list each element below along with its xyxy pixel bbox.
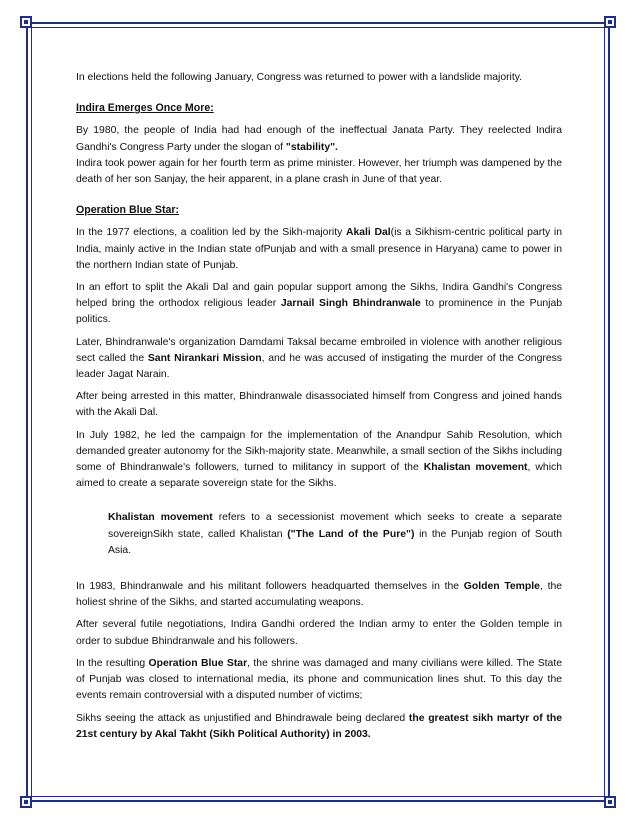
intro-paragraph: In elections held the following January, Congress was returned to power with a landslide majority. (76, 72, 523, 83)
paragraph-triumph: Indira took power again for her fourth term as prime minister. However, her triumph was dampened by the death of her son Sanjay, the heir apparent, in a plane crash in June of that year. (76, 157, 562, 186)
paragraph-1983: In 1983, Bhindranwale and his militant followers headquarted themselves in the Golden Temple, the holiest shrine of the Sikhs, and started accumulating weapons. (76, 581, 563, 609)
khalistan-definition-block: Khalistan movement refers to a secessionist movement which seeks to create a separate sovereignSikh state, called Khalistan ("The Land of the Pure") in the Punjab region of South Asia. (108, 512, 562, 556)
paragraph-negotiations: After several futile negotiations, Indira Gandhi ordered the Indian army to enter the Golden temple in order to subdue Bhindranwale and his followers. (76, 619, 562, 647)
paragraph-1977: In the 1977 elections, a coalition led by the Sikh-majority Akali Dal(is a Sikhism-centric political party in India, mainly active in the Indian state ofPunjab and with a small presence in Haryana) came to power in the northern Indian state of Punjab. (76, 227, 562, 271)
corner-ornament-top-right (604, 16, 616, 28)
heading-operation-blue-star: Operation Blue Star: (76, 204, 180, 217)
paragraph-result: In the resulting Operation Blue Star, the shrine was damaged and many civilians were killed. The State of Punjab was closed to international media, its phone and communication lines shut. To this day the events remain controversial with a disputed number of victims; (76, 657, 562, 702)
paragraph-sikhs: Sikhs seeing the attack as unjustified and Bhindrawale being declared the greatest sikh martyr of the 21st century by Akal Takht (Sikh Political Authority) in 2003. (76, 712, 562, 740)
corner-ornament-bottom-left (20, 796, 32, 808)
paragraph-split: In an effort to split the Akali Dal and gain popular support among the Sikhs, Indira Gandhi's Congress helped bring the orthodox religious leader Jarnail Singh Bhindranwale to prominence in the Punjab politics. (76, 282, 562, 326)
document-body (76, 70, 562, 749)
paragraph-later: Later, Bhindranwale's organization Damdami Taksal became embroiled in violence with another religious sect called the Sant Nirankari Mission, and he was accused of instigating the murder of the Congress leader Jagat Narain. (76, 336, 562, 381)
paragraph-arrest: After being arrested in this matter, Bhindranwale disassociated himself from Congress and joined hands with the Akali Dal. (76, 391, 562, 419)
heading-indira-emerges: Indira Emerges Once More: (76, 102, 214, 115)
corner-ornament-top-left (20, 16, 32, 28)
corner-ornament-bottom-right (604, 796, 616, 808)
paragraph-1980: By 1980, the people of India had had enough of the ineffectual Janata Party. They reelected Indira Gandhi's Congress Party under the slogan of "stability". (76, 125, 562, 153)
paragraph-july-1982: In July 1982, he led the campaign for the implementation of the Anandpur Sahib Resolution, which demanded greater autonomy for the Sikh-majority state. Meanwhile, a small section of the Sikhs including some of Bhindranwale's followers, turned to militancy in support of the Khalistan movement, which aimed to create a separate sovereign state for the Sikhs. (76, 429, 562, 490)
